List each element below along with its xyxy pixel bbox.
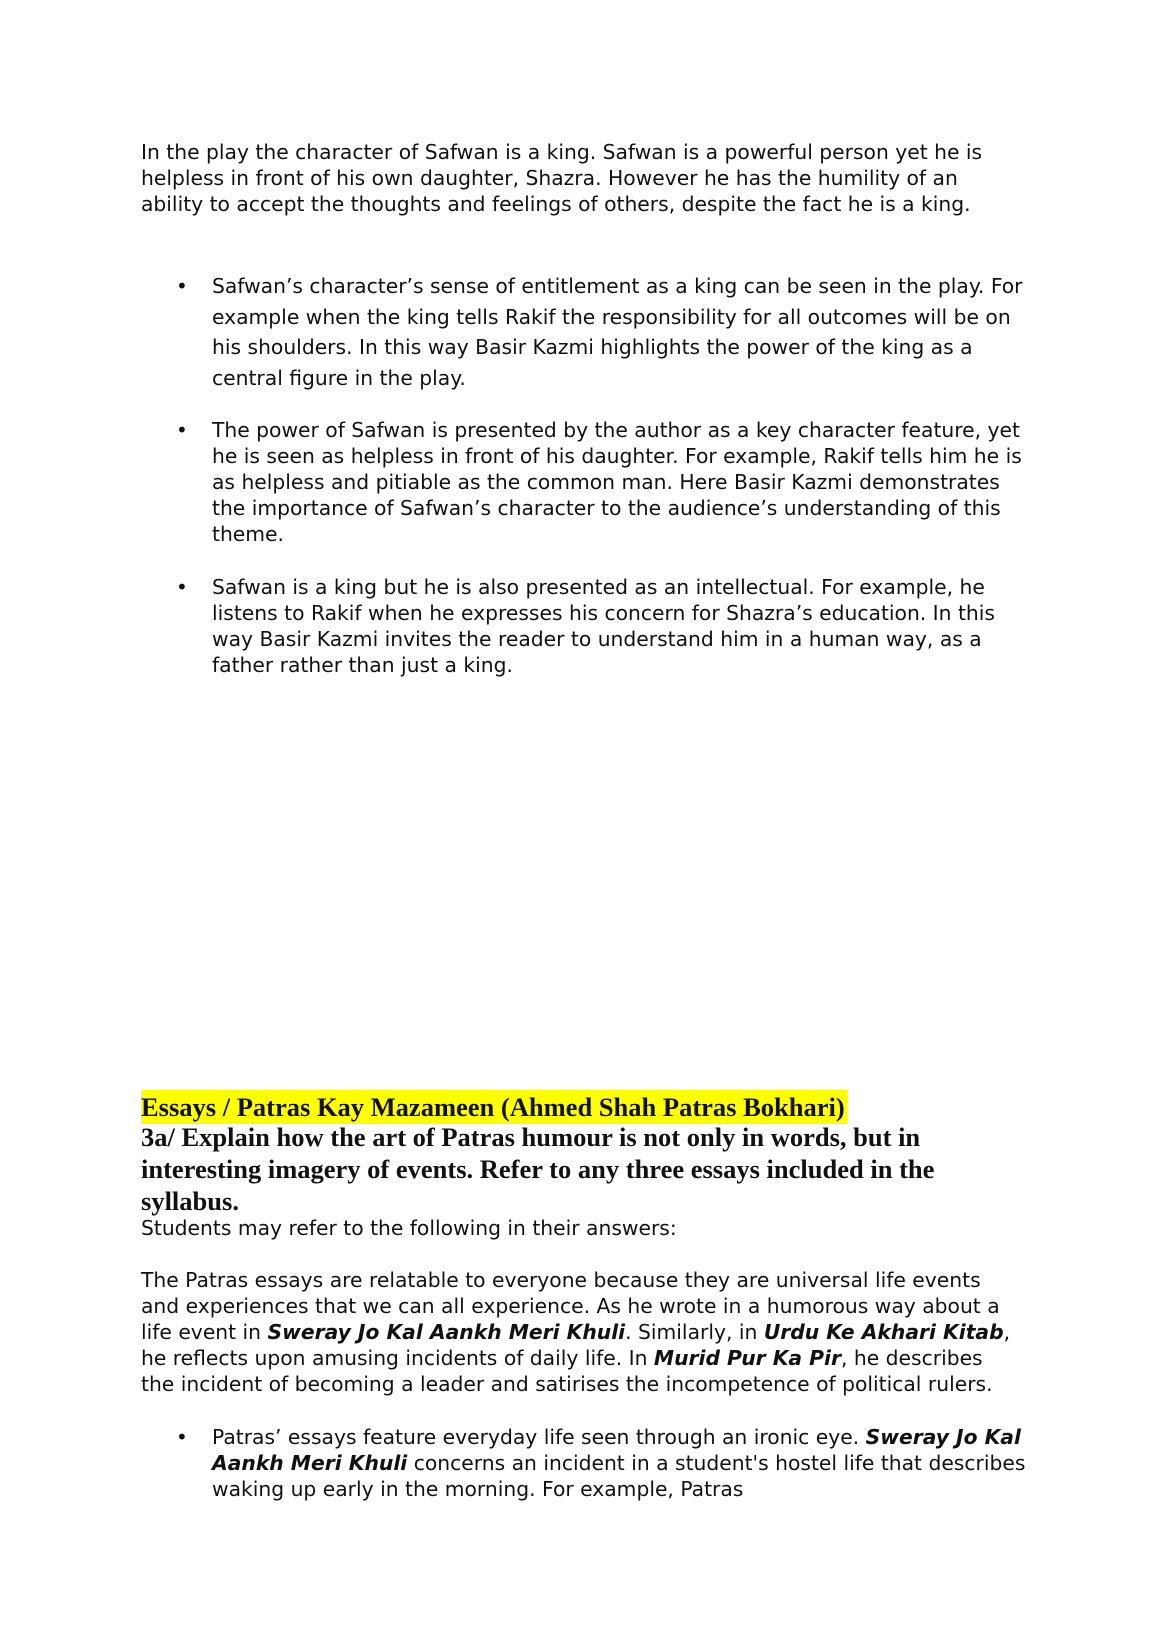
essays-paragraph-text: The Patras essays are relatable to everyone because they are universal life events and experiences that we can all experience. As he wrote in a humorous way about a life event in bbox=[141, 1268, 1000, 1344]
instruction-text: Students may refer to the following in their answers: bbox=[141, 1216, 677, 1240]
bullet-everyday-life bbox=[212, 1424, 1032, 1502]
essay-title: Sweray Jo Kal Aankh Meri Khuli bbox=[212, 1425, 1021, 1475]
essays-paragraph-text: , he reflects upon amusing incidents of daily life. In bbox=[141, 1320, 1011, 1370]
essays-paragraph-text: . Similarly, in bbox=[625, 1320, 764, 1344]
intro-paragraph: In the play the character of Safwan is a king. Safwan is a powerful person yet he is helpless in front of his own daughter, Shazra. However he has the humility of an ability to accept the thoughts and feelings of others, despite the fact he is a king. bbox=[141, 140, 983, 216]
bullet-text: concerns an incident in a student's hostel life that describes waking up early in the morning. For example, Patras bbox=[212, 1451, 1026, 1501]
bullet-entitlement: • Safwan’s character’s sense of entitlement as a king can be seen in the play. For example when the king tells Rakif the responsibility for all outcomes will be on his shoulders. In this way Basir Kazmi highlights the power of the king as a central figure in the play. bbox=[212, 271, 1032, 393]
bullet-intellectual: • Safwan is a king but he is also presented as an intellectual. For example, he listens to Rakif when he expresses his concern for Shazra’s education. In this way Basir Kazmi invites the reader to understand him in a human way, as a father rather than just a king. bbox=[212, 574, 1032, 678]
question-3a: 3a/ Explain how the art of Patras humour is not only in words, but in interesting imagery of events. Refer to any three essays included in the syllabus. bbox=[141, 1122, 935, 1216]
section-heading: Essays / Patras Kay Mazameen (Ahmed Shah Patras Bokhari) bbox=[141, 1092, 845, 1122]
essays-paragraph bbox=[141, 1267, 1021, 1397]
essay-title: Urdu Ke Akhari Kitab bbox=[763, 1320, 1004, 1344]
bullet-text: Patras’ essays feature everyday life seen through an ironic eye. bbox=[212, 1425, 866, 1449]
bullet-power: • The power of Safwan is presented by the author as a key character feature, yet he is seen as helpless in front of his daughter. For example, Rakif tells him he is as helpless and pitiable as the common man. Here Basir Kazmi demonstrates the importance of Safwan’s character to the audience’s understanding of this theme. bbox=[212, 417, 1032, 547]
essay-title: Murid Pur Ka Pir bbox=[653, 1346, 841, 1370]
essay-title: Sweray Jo Kal Aankh Meri Khuli bbox=[267, 1320, 626, 1344]
essays-paragraph-text: , he describes the incident of becoming a leader and satirises the incompetence of political rulers. bbox=[141, 1346, 993, 1396]
